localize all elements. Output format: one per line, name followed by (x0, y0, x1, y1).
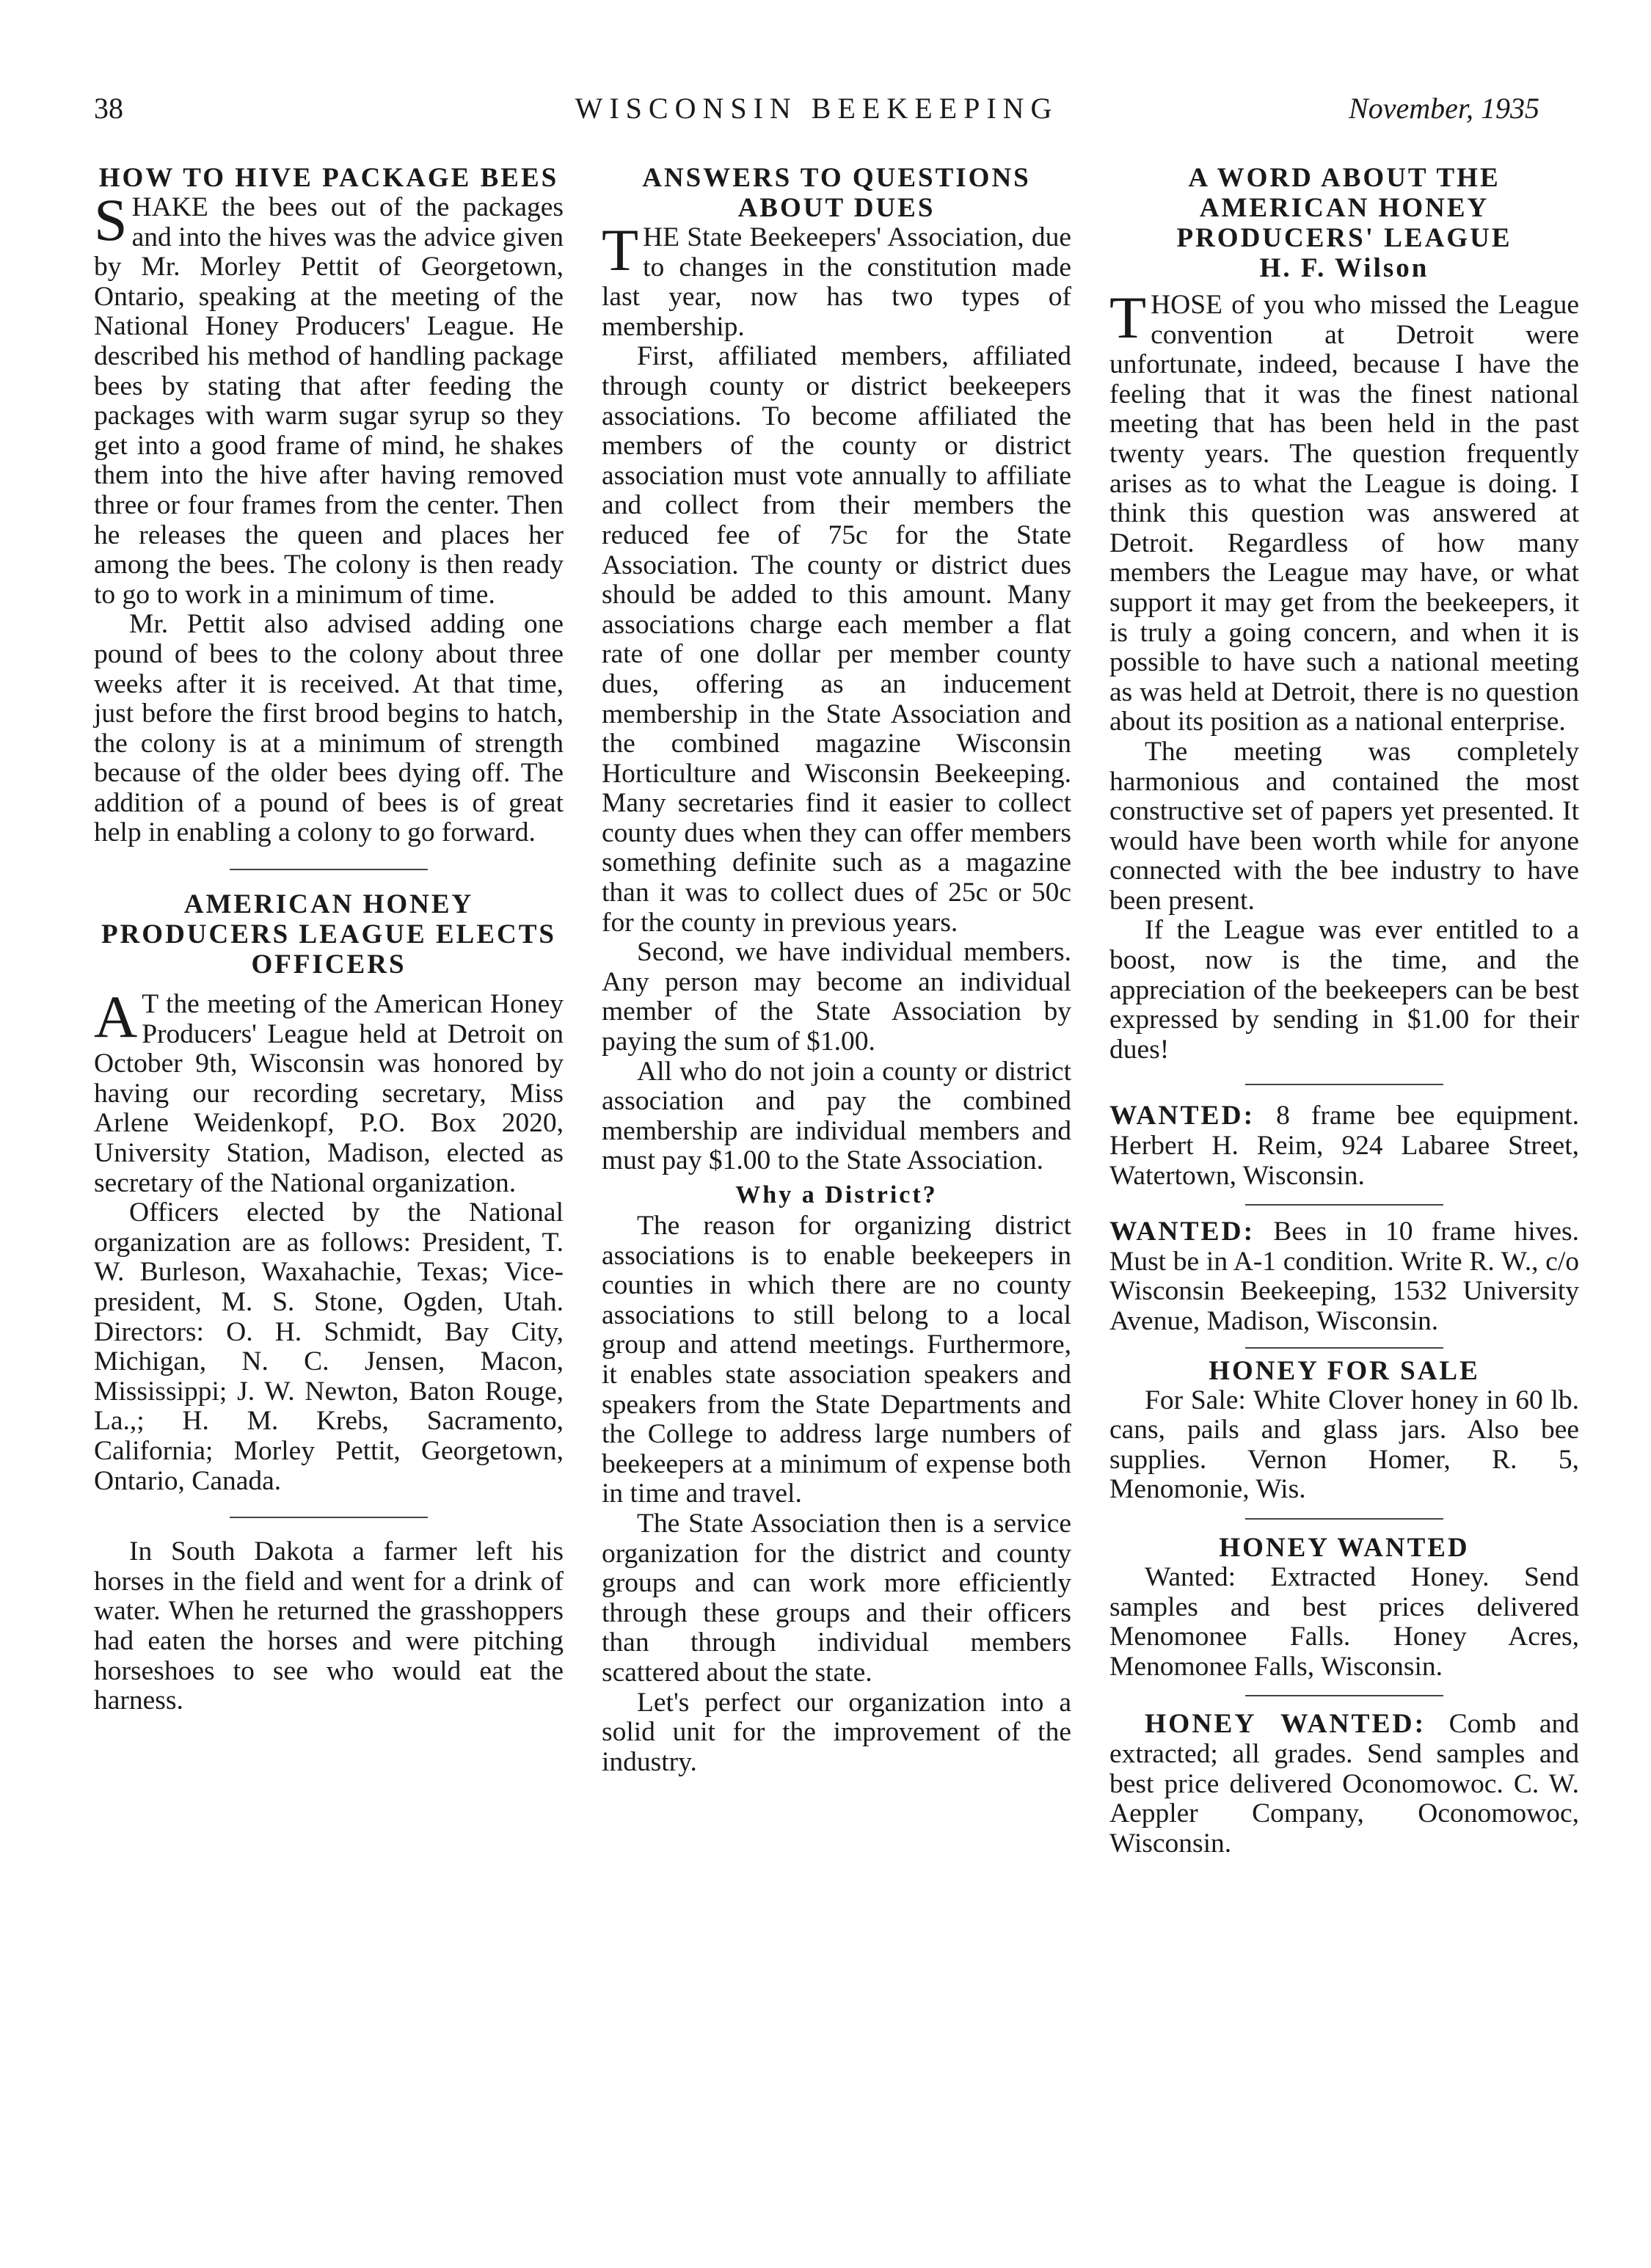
drop-cap: T (1109, 284, 1147, 351)
classified-honey-for-sale (1109, 1356, 1579, 1505)
ad-text: Wanted: Extracted Honey. Send samples and best prices delivered Menomonee Falls. Honey Acres, Menomonee Falls, Wisconsin. (1109, 1561, 1579, 1682)
ad-text: WANTED: Bees in 10 frame hives. Must be in A-1 condition. Write R. W., c/o Wisconsin Beekeeping, 1532 University Avenue, Madison, Wisconsin. (1109, 1217, 1579, 1336)
article-league-officers (94, 889, 564, 1496)
article-title: A WORD ABOUT THE AMERICAN HONEY PRODUCERS' LEAGUE (1176, 163, 1512, 253)
ad-text: HONEY WANTED: Comb and extracted; all grades. Send samples and best price delivered Oconomowoc. C. W. Aeppler Company, Oconomowoc, Wisconsin. (1109, 1709, 1580, 1859)
column-middle (602, 163, 1071, 1777)
page-header (94, 88, 1539, 132)
article-paragraph: A T the meeting of the American Honey Producers' League held at Detroit on October 9th, Wisconsin was honored by having our recording secretary, Miss Arlene Weidenkopf, P.O. Box 2020, University Station, Madison, elected as secretary of the National organization. (94, 983, 564, 1198)
subheading: Why a District? (735, 1181, 938, 1208)
ad-text: WANTED: 8 frame bee equipment. Herbert H. Reim, 924 Labaree Street, Watertown, Wisconsin. (1109, 1101, 1579, 1191)
ad-label: HONEY WANTED: (1145, 1709, 1426, 1740)
section-divider (1245, 1084, 1443, 1085)
article-paragraph: Officers elected by the National organization are as follows: President, T. W. Burleson, Waxahachie, Texas; Vice-president, M. S. Stone, Ogden, Utah. Directors: O. H. Schmidt, Bay City, Michigan, N. C. Jensen, Macon, Mississippi; J. W. Newton, Baton Rouge, La.,; H. M. Krebs, Sacramento, California; Morley Pettit, Georgetown, Ontario, Canada. (94, 1197, 564, 1496)
article-paragraph: SHAKE the bees out of the packages and into the hives was the advice given by Mr. Morley Pettit of Georgetown, Ontario, speaking at the meeting of the National Honey Producers' League. He described his method of handling package bees by stating that after feeding the packages with warm sugar syrup so they get into a good frame of mind, he shakes them into the hive after having removed three or four frames from the center. Then he releases the queen and places her among the bees. The colony is then ready to go to work in a minimum of time. (94, 186, 564, 610)
article-paragraph: The reason for organizing district associations is to enable beekeepers in counties in which there are no county associations to still belong to a local group and attend meetings. Furthermore, it enables state association speakers and speakers from the State Departments and the College to address large numbers of beekeepers at a minimum of expense both in time and travel. (602, 1211, 1071, 1509)
classified-honey-wanted (1109, 1533, 1579, 1682)
article-paragraph: THOSE of you who missed the League convention at Detroit were unfortunate, indeed, because I have the feeling that it was the finest national meeting that has been held in the past twenty years. The question frequently arises as to what the League is doing. I think this question was answered at Detroit. Regardless of how many members the League may have, or what support it may get from the beekeepers, it is truly a going concern, and when it is possible to have such a national meeting as was held at Detroit, there is no question about its position as a national enterprise. (1109, 284, 1579, 737)
section-divider (1245, 1695, 1443, 1696)
article-paragraph: If the League was ever entitled to a boost, now is the time, and the appreciation of the beekeepers can be best expressed by sending in $1.00 for their dues! (1109, 915, 1579, 1065)
classified-honey-wanted-comb (1109, 1710, 1579, 1859)
article-paragraph: The State Association then is a service organization for the district and county groups and can work more efficiently through these groups and their officers than through individual members scattered about the state. (602, 1508, 1071, 1688)
column-left (94, 163, 564, 1716)
article-author: H. F. Wilson (1259, 253, 1429, 283)
article-word-about-league (1109, 163, 1579, 1065)
classified-wanted-bees (1109, 1217, 1579, 1336)
classified-wanted-equipment (1109, 1101, 1579, 1191)
article-package-bees (94, 163, 564, 848)
article-answers-dues (602, 163, 1071, 1777)
article-paragraph: First, affiliated members, affiliated through county or district beekeepers associations. To become affiliated the members of the county or district association must vote annually to affiliate and collect from their members the reduced fee of 75c for the State Association. The county or district dues should be added to this amount. Many associations charge each member a flat rate of one dollar per member county dues, offering as an inducement membership in the State Association and the combined magazine Wisconsin Horticulture and Wisconsin Beekeeping. Many secretaries find it easier to collect county dues when they can offer members something definite such as a magazine than it was to collect dues of 25c or 50c for the county in previous years. (602, 341, 1071, 938)
article-title: ANSWERS TO QUESTIONS ABOUT DUES (642, 163, 1031, 223)
ad-text: For Sale: White Clover honey in 60 lb. cans, pails and glass jars. Also bee supplies. Vernon Homer, R. 5, Menomonie, Wis. (1109, 1385, 1579, 1505)
article-paragraph: Second, we have individual members. Any person may become an individual member of the State Association by paying the sum of $1.00. (602, 937, 1071, 1057)
article-title: HOW TO HIVE PACKAGE BEES (98, 163, 559, 193)
section-divider (230, 1517, 428, 1518)
article-title: AMERICAN HONEY PRODUCERS LEAGUE ELECTS OFFICERS (101, 889, 556, 980)
ad-heading: HONEY FOR SALE (1209, 1355, 1480, 1386)
article-south-dakota (94, 1537, 564, 1716)
section-divider (1245, 1204, 1443, 1206)
ad-label: WANTED: (1109, 1217, 1255, 1247)
article-paragraph: The meeting was completely harmonious and contained the most constructive set of papers yet presented. It would have been worth while for anyone connected with the bee industry to have been present. (1109, 736, 1579, 916)
article-paragraph: In South Dakota a farmer left his horses in the field and went for a drink of water. When he returned the grasshoppers had eaten the horses and were pitching horseshoes to see who would eat the harness. (94, 1536, 564, 1716)
section-divider (1245, 1518, 1443, 1520)
column-right (1109, 163, 1579, 1859)
article-paragraph: All who do not join a county or district association and pay the combined membership are individual members and must pay $1.00 to the State Association. (602, 1056, 1071, 1176)
drop-cap: A (94, 983, 138, 1051)
ad-label: WANTED: (1109, 1101, 1255, 1131)
drop-cap: S (94, 186, 128, 253)
article-paragraph: Mr. Pettit also advised adding one pound of bees to the colony about three weeks after it is received. At that time, just before the first brood begins to hatch, the colony is at a minimum of strength because of the older bees dying off. The addition of a pound of bees is of great help in enabling a colony to go forward. (94, 609, 564, 848)
article-paragraph: Let's perfect our organization into a solid unit for the improvement of the industry. (602, 1687, 1071, 1777)
issue-date: November, 1935 (1349, 92, 1539, 125)
publication-title: WISCONSIN BEEKEEPING (575, 92, 1059, 125)
section-divider (1245, 1347, 1443, 1349)
section-divider (230, 869, 428, 870)
drop-cap: T (602, 216, 639, 283)
article-paragraph: THE State Beekeepers' Association, due to changes in the constitution made last year, now has two types of membership. (602, 216, 1071, 342)
ad-heading: HONEY WANTED (1219, 1532, 1470, 1563)
page-number: 38 (94, 92, 123, 125)
